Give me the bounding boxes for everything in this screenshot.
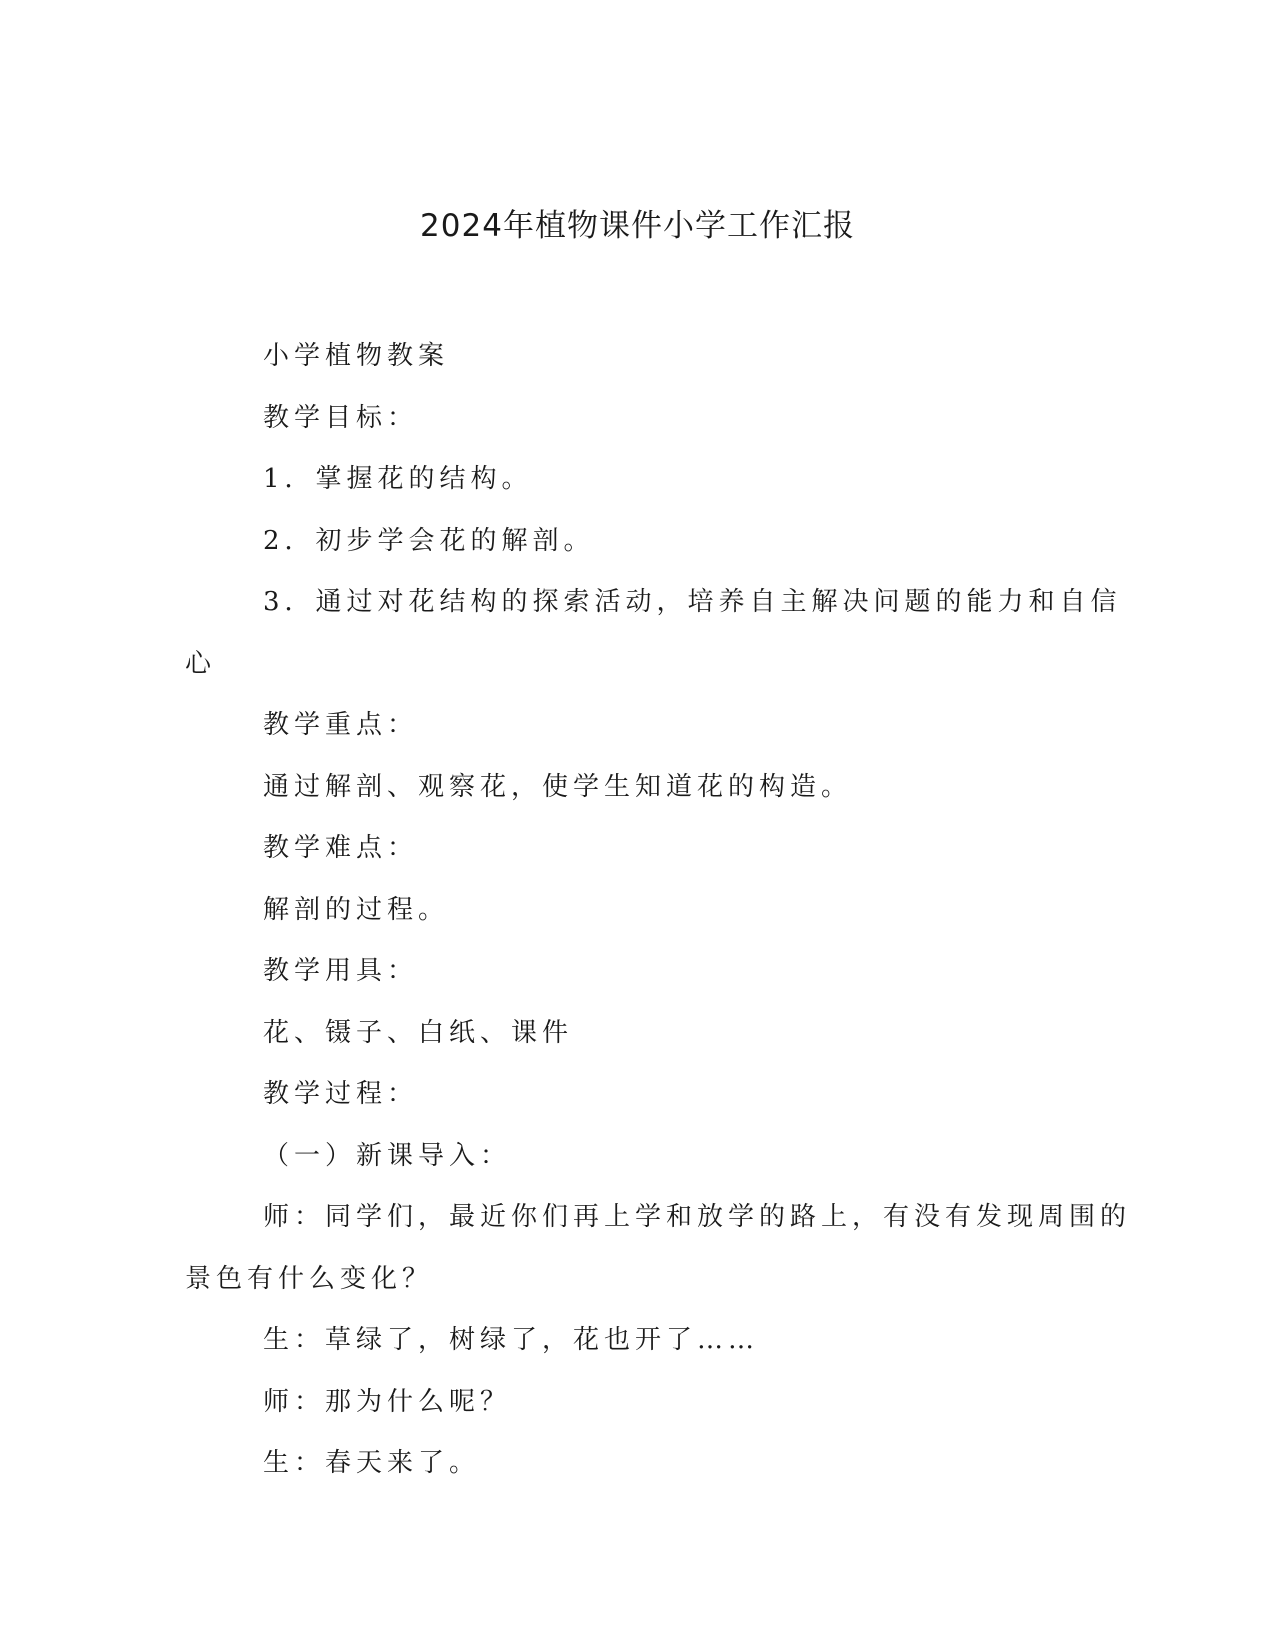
paragraph: 1．掌握花的结构。 [263,464,533,494]
paragraph: 教学目标： [263,402,419,433]
paragraph: 生：春天来了。 [263,1448,481,1478]
paragraph: 教学重点： [263,710,419,740]
paragraph: 生：草绿了，树绿了，花也开了…… [263,1325,760,1355]
paragraph: 教学难点： [263,833,419,863]
document-title: 2024年植物课件小学工作汇报 [420,208,855,244]
paragraph: 通过解剖、观察花，使学生知道花的构造。 [263,771,853,802]
paragraph: 师：那为什么呢？ [263,1386,512,1417]
paragraph: 2．初步学会花的解剖。 [263,525,595,556]
paragraph: 解剖的过程。 [263,894,450,925]
paragraph-continuation: 心 [185,648,217,679]
paragraph: 花、镊子、白纸、课件 [263,1017,574,1048]
paragraph: 教学过程： [263,1079,419,1109]
paragraph: 3．通过对花结构的探索活动，培养自主解决问题的能力和自信 [263,587,1122,617]
document-body [185,326,1132,1495]
paragraph: 小学植物教案 [263,341,450,371]
paragraph: 教学用具： [263,956,419,986]
paragraph: 师：同学们，最近你们再上学和放学的路上，有没有发现周围的 [263,1202,1132,1232]
paragraph-continuation: 景色有什么变化？ [185,1263,434,1294]
paragraph: （一）新课导入： [263,1140,512,1171]
